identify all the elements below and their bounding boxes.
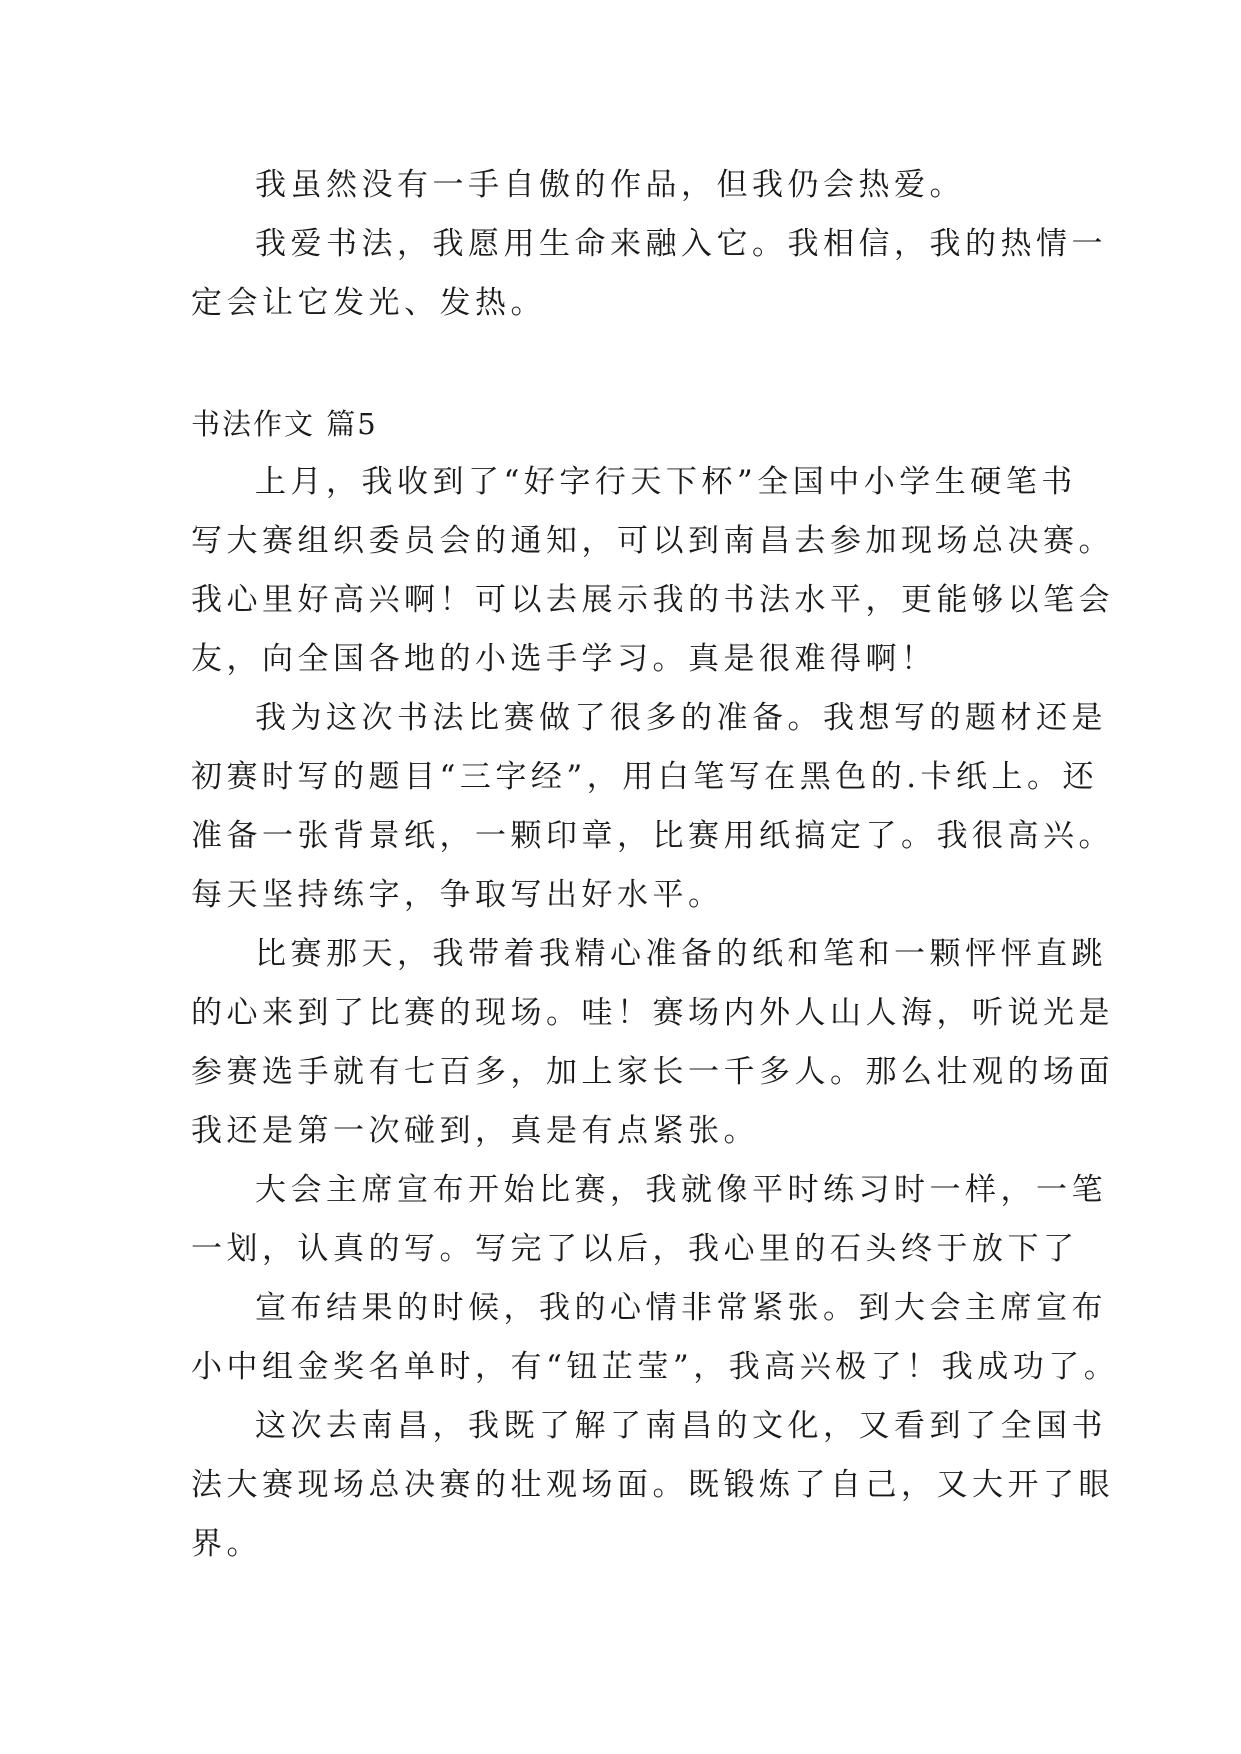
paragraph-line: 定会让它发光、发热。 <box>191 285 546 321</box>
paragraph-line: 的心来到了比赛的现场。哇！赛场内外人山人海，听说光是 <box>191 995 1114 1031</box>
paragraph-line: 写大赛组织委员会的通知，可以到南昌去参加现场总决赛。 <box>191 523 1114 559</box>
paragraph-line: 我还是第一次碰到，真是有点紧张。 <box>191 1113 759 1149</box>
paragraph-line: 上月，我收到了“好字行天下杯”全国中小学生硬笔书 <box>255 464 1077 500</box>
section-title: 书法作文 篇5 <box>191 407 378 441</box>
paragraph-line: 宣布结果的时候，我的心情非常紧张。到大会主席宣布 <box>255 1290 1107 1326</box>
paragraph-line: 我虽然没有一手自傲的作品，但我仍会热爱。 <box>255 167 965 203</box>
paragraph-line: 参赛选手就有七百多，加上家长一千多人。那么壮观的场面 <box>191 1054 1114 1090</box>
paragraph-line: 界。 <box>191 1526 262 1562</box>
paragraph-line: 法大赛现场总决赛的壮观场面。既锻炼了自己，又大开了眼 <box>191 1467 1114 1503</box>
paragraph-line: 这次去南昌，我既了解了南昌的文化，又看到了全国书 <box>255 1408 1107 1444</box>
paragraph-line: 小中组金奖名单时，有“钮芷莹”，我高兴极了！我成功了。 <box>191 1349 1120 1385</box>
paragraph-line: 初赛时写的题目“三字经”，用白笔写在黑色的.卡纸上。还 <box>191 759 1099 795</box>
paragraph-line: 我为这次书法比赛做了很多的准备。我想写的题材还是 <box>255 700 1107 736</box>
paragraph-line: 一划，认真的写。写完了以后，我心里的石头终于放下了 <box>191 1231 1079 1267</box>
paragraph-line: 大会主席宣布开始比赛，我就像平时练习时一样，一笔 <box>255 1172 1107 1208</box>
paragraph-line: 比赛那天，我带着我精心准备的纸和笔和一颗怦怦直跳 <box>255 936 1107 972</box>
paragraph-line: 友，向全国各地的小选手学习。真是很难得啊！ <box>191 641 937 677</box>
paragraph-line: 每天坚持练字，争取写出好水平。 <box>191 877 724 913</box>
paragraph-line: 我爱书法，我愿用生命来融入它。我相信，我的热情一 <box>255 226 1107 262</box>
paragraph-line: 准备一张背景纸，一颗印章，比赛用纸搞定了。我很高兴。 <box>191 818 1114 854</box>
paragraph-line: 我心里好高兴啊！可以去展示我的书法水平，更能够以笔会 <box>191 582 1114 618</box>
